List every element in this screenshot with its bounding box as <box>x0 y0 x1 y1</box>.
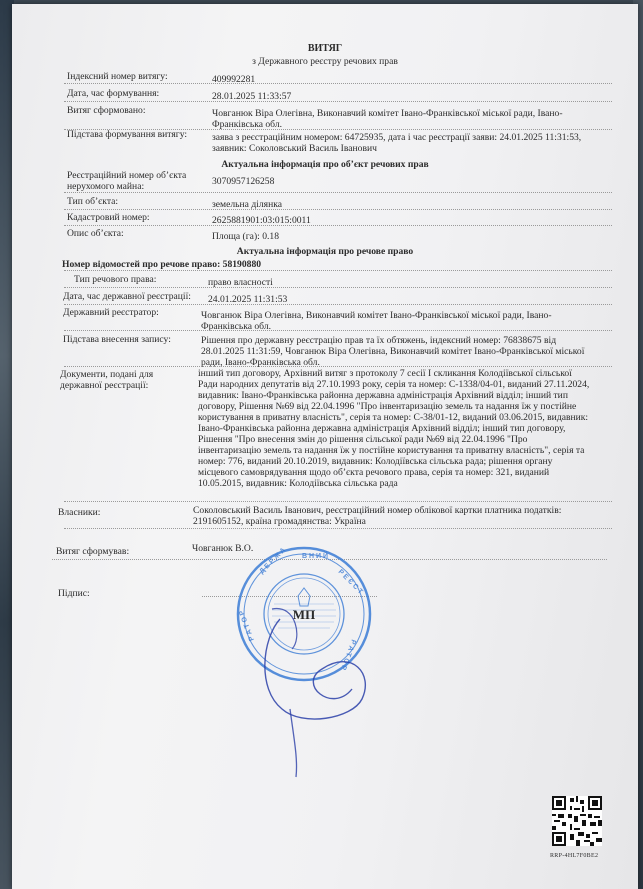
field-value: 409992281 <box>212 74 256 85</box>
field-value: Човганюк Віра Олегівна, Виконавчий комітет Івано-Франківської міської ради, Івано-Франківська обл. <box>201 310 552 332</box>
section-title-right: Актуальна інформація про речове право <box>236 246 414 257</box>
document-subtitle: з Державного реєстру речових прав <box>252 56 398 67</box>
field-value: Човганюк Віра Олегівна, Виконавчий комітет Івано-Франківської міської ради, Івано-Франківська обл. <box>212 108 563 130</box>
field-value: інший тип договору, Архівний витяг з протоколу 7 сесії I скликання Колодіївської сільської Ради народних депутатів від 27.10.1993 року, серія та номер: С-1338/04-01, виданий 27.11.2024, видавник: Івано-Франківська районна державна адміністрація Архівний відділ; інший тип договору, Рішення №69 від 22.04.1996 "Про інвентаризацію земель та надання їж у постійне користування в приватну власність", серія та номер: С-38/01-12, виданий 03.06.2015, видавник: Івано-Франківська районна державна адміністрація Архівний відділ; інший тип договору, Рішення "Про внесення змін до рішення сільської ради №69 від 22.04.1996 "Про інвентаризацію земель та надання їж у постійне користування та приватну власність", серія та номер: 776, виданий 20.10.2019, видавник: Колодіївська сільська рада; рішення органу місцевого самоврядування щодо об’єкта речового права, серія та номер: 321, виданий 10.05.2015, видавник: Колодіївська сільська рада <box>198 368 590 489</box>
svg-text:Р А Т О Р: Р А Т О Р <box>339 638 357 671</box>
field-value: Рішення про державну реєстрацію прав та їх обтяжень, індексний номер: 76838675 від 28.01.2025 11:31:59, Човганюк Віра Олегівна, Виконавчий комітет Івано-Франківської міської ради, Івано-Франківська обл. <box>201 335 585 368</box>
field-label: Тип речового права: <box>74 274 157 285</box>
qr-code <box>552 796 602 846</box>
field-label: Тип об’єкта: <box>67 196 119 207</box>
divider <box>64 101 612 102</box>
field-value: 3070957126258 <box>212 176 275 187</box>
field-label: Реєстраційний номер об’єкта нерухомого майна: <box>67 170 187 192</box>
field-label: Витяг сформовано: <box>67 105 146 116</box>
divider <box>64 209 612 210</box>
divider <box>64 528 612 529</box>
field-label: Підстава внесення запису: <box>63 334 171 345</box>
field-label: Кадастровий номер: <box>67 212 150 223</box>
svg-text:В Н И Й: В Н И Й <box>302 553 329 560</box>
signature-label: Підпис: <box>58 588 90 599</box>
divider <box>64 83 612 84</box>
field-value: Площа (га): 0.18 <box>212 231 279 242</box>
field-value: заява з реєстраційним номером: 64725935, дата і час реєстрації заяви: 24.01.2025 11:31:53, заявник: Соколовський Василь Іванович <box>212 132 582 154</box>
divider <box>64 330 612 331</box>
section-title-object: Актуальна інформація про об’єкт речових прав <box>221 159 429 170</box>
divider <box>64 501 612 502</box>
field-label: Підстава формування витягу: <box>67 129 188 140</box>
field-label: Дата, час формування: <box>67 88 160 99</box>
divider <box>64 270 612 271</box>
qr-code-label: RRP-4HL7F0BE2 <box>550 853 599 859</box>
stamp-label: МП <box>292 607 316 622</box>
field-label: Дата, час державної реєстрації: <box>63 291 191 302</box>
divider <box>64 366 612 367</box>
field-value: право власності <box>208 277 273 288</box>
svg-text:Р А Т О Р: Р А Т О Р <box>238 609 256 642</box>
handwritten-signature <box>202 579 442 779</box>
field-label: Документи, подані для державної реєстрації: <box>60 369 154 391</box>
record-number: Номер відомостей про речове право: 58190880 <box>62 259 262 270</box>
field-value: 24.01.2025 11:31:53 <box>208 294 288 305</box>
field-value: 2625881901:03:015:0011 <box>212 215 311 226</box>
field-label: Власники: <box>58 507 101 518</box>
document-sheet <box>12 4 638 889</box>
divider <box>64 287 612 288</box>
field-value: 28.01.2025 11:33:57 <box>212 91 292 102</box>
divider <box>64 225 612 226</box>
field-value: земельна ділянка <box>212 199 282 210</box>
svg-text:Д Е Р Ж А: Д Е Р Ж А <box>258 546 288 576</box>
formed-by-label: Витяг сформував: <box>56 546 130 557</box>
field-label: Індексний номер витягу: <box>67 71 168 82</box>
field-value: Соколовський Василь Іванович, реєстраційний номер облікової картки платника податків: 2191605152, країна громадянства: Україна <box>193 505 562 527</box>
formed-by-value: Човганюк В.О. <box>192 543 254 554</box>
divider <box>64 192 612 193</box>
divider <box>64 304 612 305</box>
field-label: Опис об’єкта: <box>67 228 124 239</box>
field-label: Державний реєстратор: <box>63 307 159 318</box>
svg-text:Р Е Є С Т: Р Е Є С Т <box>336 568 364 596</box>
document-title: ВИТЯГ <box>307 43 343 54</box>
